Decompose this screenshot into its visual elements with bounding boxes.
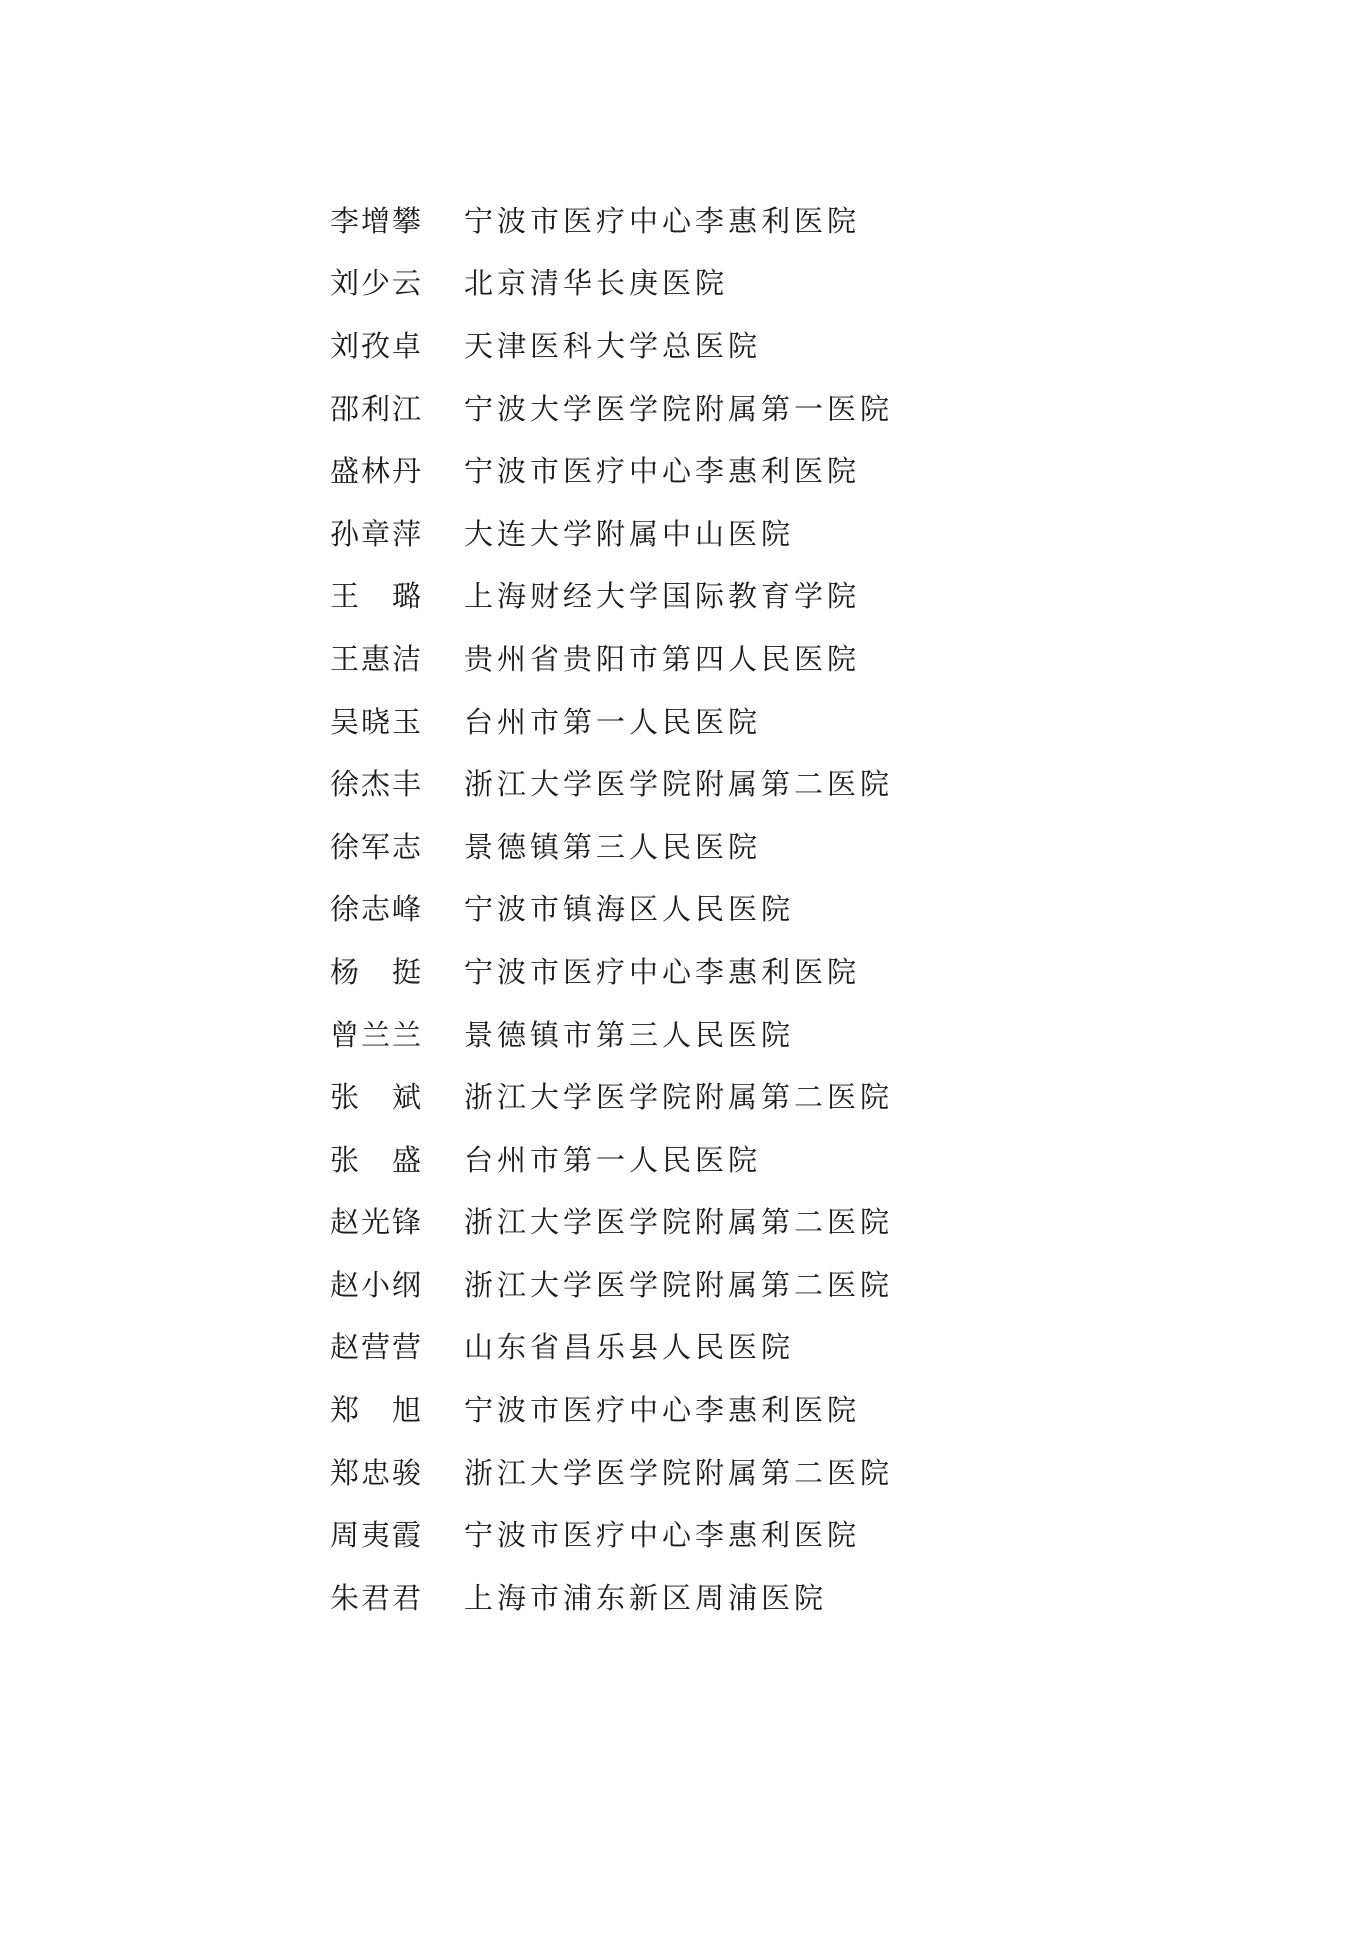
organization: 浙江大学医学院附属第二医院 (464, 1080, 894, 1115)
person-name: 郑 旭 (330, 1393, 424, 1428)
person-name: 朱君君 (330, 1580, 424, 1615)
list-item (330, 1440, 1030, 1503)
list-item (330, 877, 1030, 940)
person-name: 王 璐 (330, 579, 424, 614)
organization: 宁波市医疗中心李惠利医院 (464, 454, 861, 489)
list-item (330, 501, 1030, 564)
person-name: 刘孜卓 (330, 328, 424, 363)
person-name: 郑忠骏 (330, 1455, 424, 1490)
list-item (330, 1502, 1030, 1565)
organization: 台州市第一人民医院 (464, 704, 762, 739)
person-name: 邵利江 (330, 391, 424, 426)
person-name: 周夷霞 (330, 1518, 424, 1553)
person-name: 盛林丹 (330, 454, 424, 489)
list-item (330, 689, 1030, 752)
organization: 贵州省贵阳市第四人民医院 (464, 641, 861, 676)
name-list (330, 188, 1030, 1628)
list-item (330, 1252, 1030, 1315)
organization: 北京清华长庚医院 (464, 266, 729, 301)
organization: 浙江大学医学院附属第二医院 (464, 1455, 894, 1490)
person-name: 刘少云 (330, 266, 424, 301)
organization: 宁波大学医学院附属第一医院 (464, 391, 894, 426)
organization: 景德镇第三人民医院 (464, 829, 762, 864)
organization: 宁波市医疗中心李惠利医院 (464, 1393, 861, 1428)
organization: 大连大学附属中山医院 (464, 516, 795, 551)
list-item (330, 751, 1030, 814)
organization: 山东省昌乐县人民医院 (464, 1330, 795, 1365)
list-item (330, 376, 1030, 439)
person-name: 王惠洁 (330, 641, 424, 676)
person-name: 张 斌 (330, 1080, 424, 1115)
organization: 宁波市医疗中心李惠利医院 (464, 1518, 861, 1553)
organization: 上海市浦东新区周浦医院 (464, 1580, 828, 1615)
list-item (330, 1315, 1030, 1378)
person-name: 孙章萍 (330, 516, 424, 551)
person-name: 徐军志 (330, 829, 424, 864)
person-name: 杨 挺 (330, 954, 424, 989)
list-item (330, 1002, 1030, 1065)
organization: 上海财经大学国际教育学院 (464, 579, 861, 614)
organization: 浙江大学医学院附属第二医院 (464, 1205, 894, 1240)
person-name: 吴晓玉 (330, 704, 424, 739)
list-item (330, 1190, 1030, 1253)
list-item (330, 564, 1030, 627)
list-item (330, 1127, 1030, 1190)
list-item (330, 251, 1030, 314)
organization: 景德镇市第三人民医院 (464, 1017, 795, 1052)
person-name: 赵营营 (330, 1330, 424, 1365)
person-name: 李增攀 (330, 203, 424, 238)
person-name: 赵小纲 (330, 1267, 424, 1302)
person-name: 张 盛 (330, 1142, 424, 1177)
list-item (330, 939, 1030, 1002)
list-item (330, 1377, 1030, 1440)
list-item (330, 1565, 1030, 1628)
list-item (330, 814, 1030, 877)
organization: 浙江大学医学院附属第二医院 (464, 767, 894, 802)
list-item (330, 1064, 1030, 1127)
organization: 天津医科大学总医院 (464, 328, 762, 363)
list-item (330, 188, 1030, 251)
organization: 宁波市镇海区人民医院 (464, 892, 795, 927)
list-item (330, 313, 1030, 376)
person-name: 徐杰丰 (330, 767, 424, 802)
organization: 台州市第一人民医院 (464, 1142, 762, 1177)
organization: 宁波市医疗中心李惠利医院 (464, 203, 861, 238)
organization: 宁波市医疗中心李惠利医院 (464, 954, 861, 989)
person-name: 曾兰兰 (330, 1017, 424, 1052)
organization: 浙江大学医学院附属第二医院 (464, 1267, 894, 1302)
person-name: 赵光锋 (330, 1205, 424, 1240)
person-name: 徐志峰 (330, 892, 424, 927)
list-item (330, 438, 1030, 501)
list-item (330, 626, 1030, 689)
